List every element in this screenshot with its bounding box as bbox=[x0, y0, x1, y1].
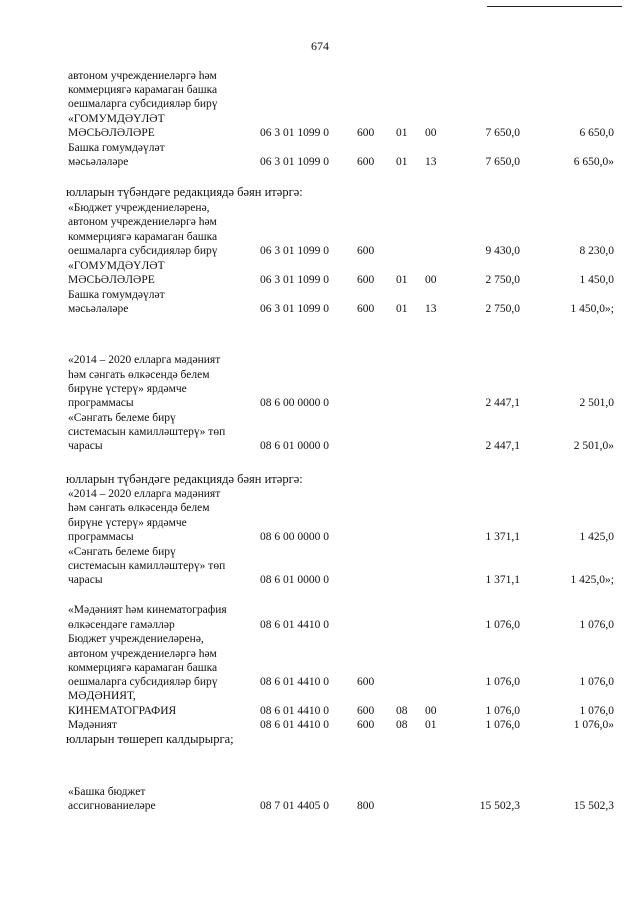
row-value-2014: 2 447,1 bbox=[485, 397, 520, 409]
row-value-2015: 1 076,0 bbox=[579, 705, 614, 717]
row-name: Бюджет учреждениеләренә, bbox=[68, 633, 204, 645]
row-rz: 01 bbox=[396, 127, 408, 139]
row-rz: 01 bbox=[396, 274, 408, 286]
row-name: системасын камилләштерү» төп bbox=[68, 560, 226, 572]
row-vr: 600 bbox=[357, 676, 375, 688]
row-code: 08 6 01 4410 0 bbox=[260, 705, 329, 717]
row-vr: 600 bbox=[357, 705, 375, 717]
row-code: 08 6 01 0000 0 bbox=[260, 440, 329, 452]
row-value-2015: 1 076,0 bbox=[579, 676, 614, 688]
row-name: «2014 – 2020 елларга мәдәният bbox=[68, 488, 221, 500]
row-name: КИНЕМАТОГРАФИЯ bbox=[68, 705, 177, 717]
row-value-2014: 2 447,1 bbox=[485, 440, 520, 452]
row-code: 08 7 01 4405 0 bbox=[260, 800, 329, 812]
row-value-2014: 1 076,0 bbox=[485, 676, 520, 688]
row-value-2015: 1 076,0 bbox=[579, 619, 614, 631]
instruction-text: юлларын төшереп калдырырга; bbox=[66, 732, 234, 746]
row-code: 06 3 01 1099 0 bbox=[260, 127, 329, 139]
row-vr: 600 bbox=[357, 719, 375, 731]
row-value-2014: 1 076,0 bbox=[485, 705, 520, 717]
row-code: 06 3 01 1099 0 bbox=[260, 274, 329, 286]
row-name: чарасы bbox=[68, 574, 103, 586]
row-name: программасы bbox=[68, 397, 134, 409]
row-value-2015: 15 502,3 bbox=[573, 800, 614, 812]
row-name: оешмаларга субсидияләр бирү bbox=[68, 98, 218, 110]
row-name: коммерциягә карамаган башка bbox=[68, 231, 218, 243]
row-code: 06 3 01 1099 0 bbox=[260, 156, 329, 168]
row-name: чарасы bbox=[68, 440, 103, 452]
row-rz: 01 bbox=[396, 303, 408, 315]
top-rule bbox=[487, 6, 622, 7]
row-name: МӘСЬӘЛӘЛӘРЕ bbox=[68, 274, 155, 286]
page-number: 674 bbox=[311, 39, 329, 53]
row-code: 06 3 01 1099 0 bbox=[260, 303, 329, 315]
row-name: «2014 – 2020 елларга мәдәният bbox=[68, 354, 221, 366]
row-code: 06 3 01 1099 0 bbox=[260, 245, 329, 257]
row-name: «Сәнгать белеме бирү bbox=[68, 412, 176, 424]
row-value-2014: 1 371,1 bbox=[485, 531, 520, 543]
row-name: системасын камилләштерү» төп bbox=[68, 426, 226, 438]
row-value-2014: 2 750,0 bbox=[485, 303, 520, 315]
row-value-2015: 1 425,0»; bbox=[570, 574, 614, 586]
row-name: «Сәнгать белеме бирү bbox=[68, 546, 176, 558]
row-name: программасы bbox=[68, 531, 134, 543]
row-name: ассигнованиеләре bbox=[68, 800, 156, 812]
row-name: бирүне үстерү» ярдәмче bbox=[68, 383, 187, 395]
instruction-text: юлларын түбәндәге редакциядә бәян итәргә: bbox=[66, 185, 303, 199]
row-name: оешмаларга субсидияләр бирү bbox=[68, 676, 218, 688]
row-name: һәм сәнгать өлкәсендә белем bbox=[68, 502, 210, 514]
row-name: «ГОМУМДӘҮЛӘТ bbox=[68, 260, 165, 272]
row-value-2015: 1 450,0 bbox=[579, 274, 614, 286]
row-pr: 13 bbox=[425, 303, 437, 315]
row-value-2014: 1 076,0 bbox=[485, 719, 520, 731]
row-pr: 13 bbox=[425, 156, 437, 168]
row-name: Башка гомумдәүләт bbox=[68, 142, 165, 154]
row-code: 08 6 01 4410 0 bbox=[260, 676, 329, 688]
row-pr: 01 bbox=[425, 719, 437, 731]
row-value-2014: 2 750,0 bbox=[485, 274, 520, 286]
row-vr: 600 bbox=[357, 245, 375, 257]
row-value-2015: 6 650,0 bbox=[579, 127, 614, 139]
row-pr: 00 bbox=[425, 274, 437, 286]
row-name: коммерциягә карамаган башка bbox=[68, 662, 218, 674]
row-rz: 08 bbox=[396, 719, 408, 731]
row-vr: 600 bbox=[357, 156, 375, 168]
row-value-2015: 8 230,0 bbox=[579, 245, 614, 257]
row-name: автоном учреждениеләргә һәм bbox=[68, 648, 217, 660]
row-name: өлкәсендәге гамәлләр bbox=[68, 619, 175, 631]
row-name: автоном учреждениеләргә һәм bbox=[68, 216, 217, 228]
row-rz: 01 bbox=[396, 156, 408, 168]
row-name: бирүне үстерү» ярдәмче bbox=[68, 517, 187, 529]
row-name: МӘСЬӘЛӘЛӘРЕ bbox=[68, 127, 155, 139]
row-name: Мәдәният bbox=[68, 719, 117, 731]
row-value-2014: 9 430,0 bbox=[485, 245, 520, 257]
row-name: Башка гомумдәүләт bbox=[68, 289, 165, 301]
row-vr: 600 bbox=[357, 127, 375, 139]
row-code: 08 6 01 4410 0 bbox=[260, 619, 329, 631]
row-code: 08 6 00 0000 0 bbox=[260, 397, 329, 409]
row-vr: 600 bbox=[357, 303, 375, 315]
row-name: «Мәдәният һәм кинематография bbox=[68, 604, 227, 616]
row-pr: 00 bbox=[425, 127, 437, 139]
row-name: коммерциягә карамаган башка bbox=[68, 84, 218, 96]
row-name: автоном учреждениеләргә һәм bbox=[68, 70, 217, 82]
row-code: 08 6 00 0000 0 bbox=[260, 531, 329, 543]
row-value-2015: 1 076,0» bbox=[573, 719, 614, 731]
row-name: һәм сәнгать өлкәсендә белем bbox=[68, 369, 210, 381]
row-code: 08 6 01 0000 0 bbox=[260, 574, 329, 586]
row-name: оешмаларга субсидияләр бирү bbox=[68, 245, 218, 257]
row-value-2015: 1 450,0»; bbox=[570, 303, 614, 315]
row-value-2014: 7 650,0 bbox=[485, 127, 520, 139]
row-value-2015: 2 501,0 bbox=[579, 397, 614, 409]
row-vr: 800 bbox=[357, 800, 375, 812]
row-name: мәсьәләләре bbox=[68, 156, 129, 168]
row-name: «Башка бюджет bbox=[68, 786, 146, 798]
row-value-2014: 7 650,0 bbox=[485, 156, 520, 168]
row-name: «Бюджет учреждениеләренә, bbox=[68, 202, 210, 214]
row-name: мәсьәләләре bbox=[68, 303, 129, 315]
row-value-2014: 1 371,1 bbox=[485, 574, 520, 586]
row-value-2015: 6 650,0» bbox=[573, 156, 614, 168]
row-vr: 600 bbox=[357, 274, 375, 286]
row-rz: 08 bbox=[396, 705, 408, 717]
row-value-2015: 1 425,0 bbox=[579, 531, 614, 543]
row-value-2014: 1 076,0 bbox=[485, 619, 520, 631]
row-name: МӘДӘНИЯТ, bbox=[68, 690, 136, 702]
row-code: 08 6 01 4410 0 bbox=[260, 719, 329, 731]
row-pr: 00 bbox=[425, 705, 437, 717]
row-value-2014: 15 502,3 bbox=[479, 800, 520, 812]
row-name: «ГОМУМДӘҮЛӘТ bbox=[68, 113, 165, 125]
instruction-text: юлларын түбәндәге редакциядә бәян итәргә: bbox=[66, 472, 303, 486]
row-value-2015: 2 501,0» bbox=[573, 440, 614, 452]
